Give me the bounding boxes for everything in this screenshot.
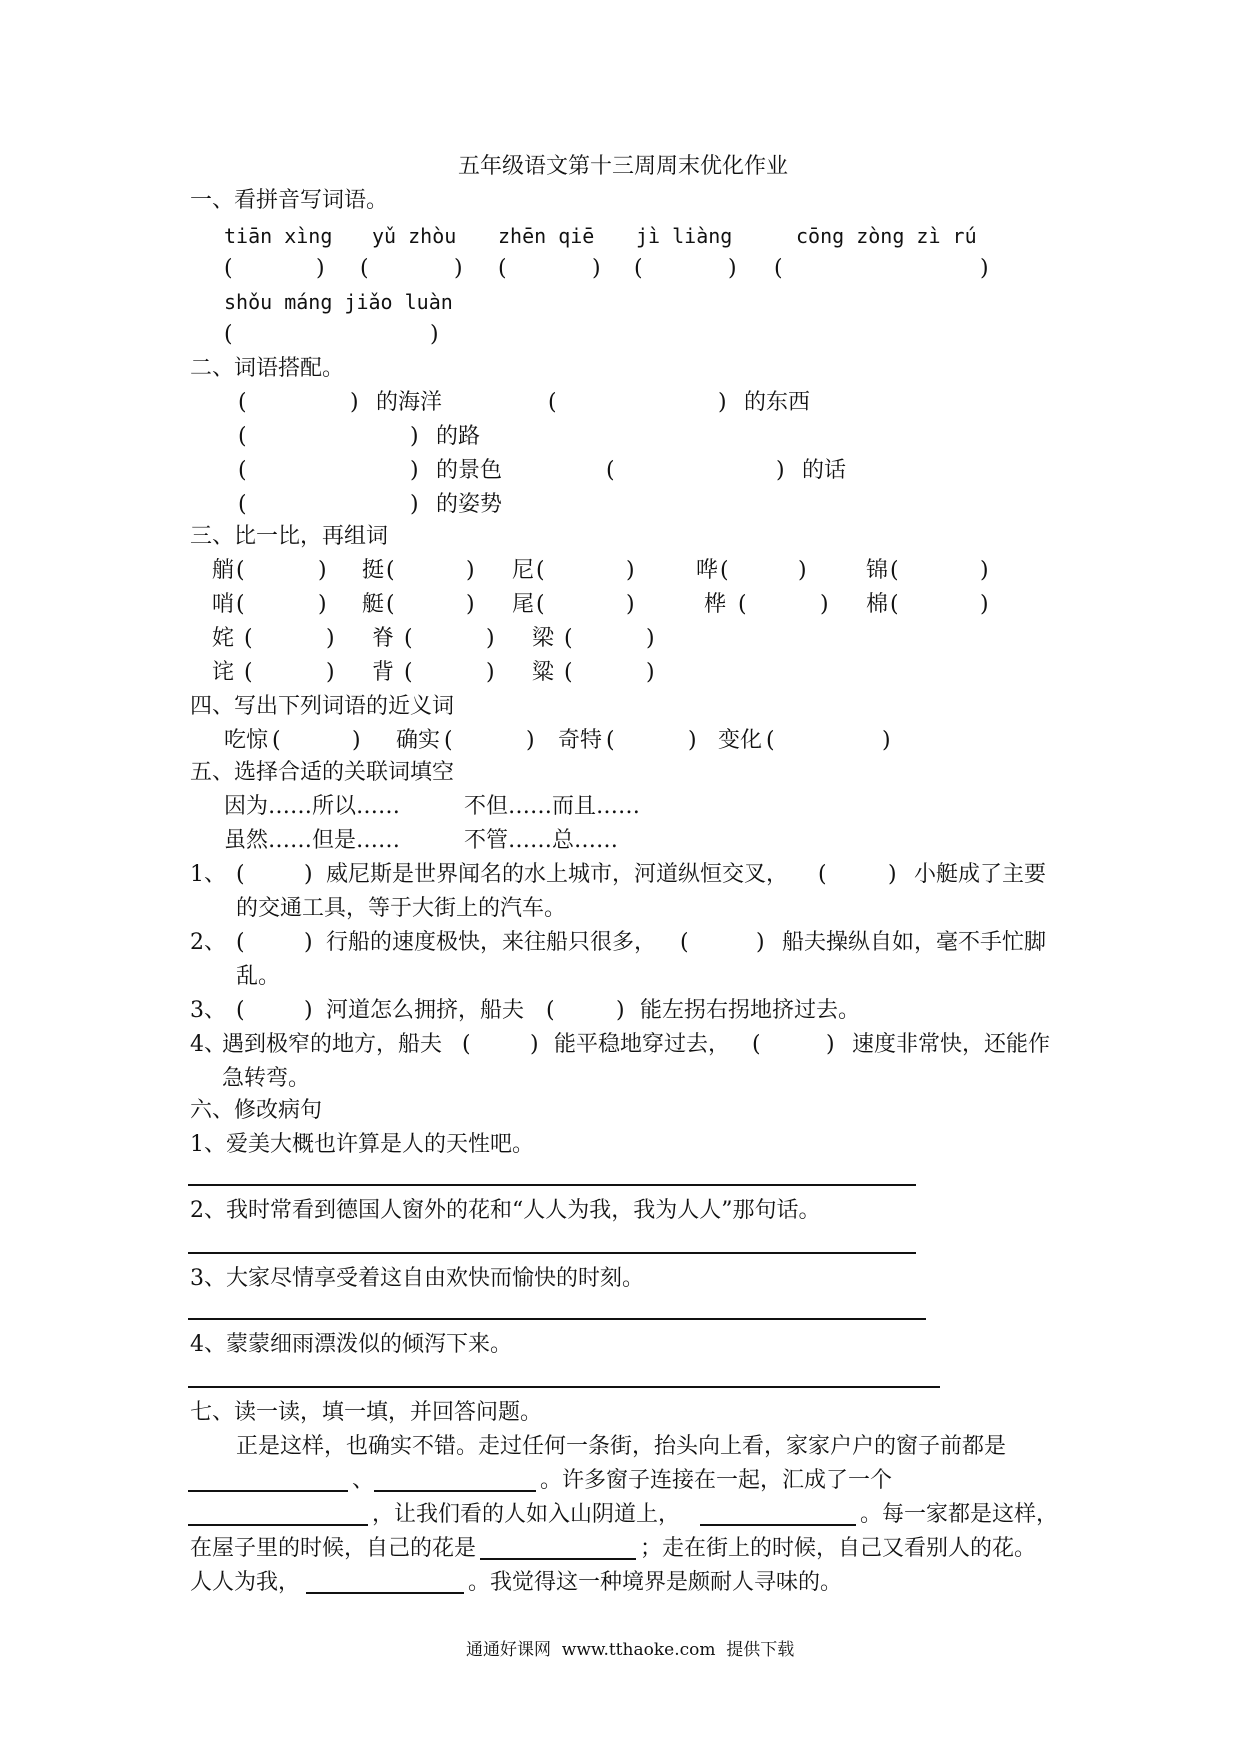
question-text: 乱。: [236, 964, 281, 989]
question-number: 1、: [190, 862, 226, 887]
paren-open: (: [244, 660, 253, 685]
pinyin-5: cōng zòng zì rú: [796, 224, 977, 248]
paren-close: ): [688, 728, 697, 753]
question-text: 速度非常快，还能作: [852, 1032, 1051, 1057]
section-7-heading: 七、读一读，填一填，并回答问题。: [190, 1400, 543, 1425]
paren-close: ): [718, 390, 727, 415]
match-item-2: 的东西: [744, 390, 811, 415]
paren-close: ): [626, 592, 635, 617]
pinyin-1: tiān xìng: [224, 224, 333, 248]
synonym-word: 奇特: [558, 728, 603, 753]
question-text: 遇到极窄的地方，船夫: [222, 1032, 443, 1057]
reading-text: 正是这样，也确实不错。走过任何一条街，抬头向上看，家家户户的窗子前都是: [236, 1434, 1007, 1459]
paren-open: (: [462, 1032, 471, 1057]
paren-open: (: [606, 458, 615, 483]
paren-open: (: [890, 592, 899, 617]
paren-open: (: [536, 558, 545, 583]
compare-char: 背: [372, 660, 395, 685]
section-2-heading: 二、词语搭配。: [190, 356, 345, 381]
paren-open: (: [752, 1032, 761, 1057]
paren-open: (: [536, 592, 545, 617]
paren-open: (: [224, 256, 233, 281]
answer-line: [188, 1184, 916, 1186]
conjunction-option: 因为……所以……: [224, 794, 401, 819]
paren-open: (: [238, 492, 247, 517]
reading-text: 、: [352, 1468, 375, 1493]
synonym-word: 变化: [718, 728, 763, 753]
paren-close: ): [318, 558, 327, 583]
paren-close: ): [454, 256, 463, 281]
compare-char: 桦: [704, 592, 727, 617]
paren-close: ): [350, 390, 359, 415]
match-item-3: 的路: [436, 424, 481, 449]
sentence-item: 2、我时常看到德国人窗外的花和“人人为我，我为人人”那句话。: [190, 1198, 821, 1223]
reading-text: ；走在街上的时候，自己又看别人的花。: [640, 1536, 1037, 1561]
paren-close: ): [882, 728, 891, 753]
section-1-heading: 一、看拼音写词语。: [190, 188, 389, 213]
paren-close: ): [616, 998, 625, 1023]
fill-blank: [188, 1524, 368, 1526]
paren-close: ): [776, 458, 785, 483]
question-text: 能左拐右拐地挤过去。: [640, 998, 861, 1023]
paren-close: ): [980, 256, 989, 281]
compare-char: 哗: [696, 558, 719, 583]
section-4-heading: 四、写出下列词语的近义词: [190, 694, 455, 719]
paren-open: (: [236, 592, 245, 617]
compare-char: 哨: [212, 592, 235, 617]
paren-open: (: [890, 558, 899, 583]
paren-open: (: [360, 256, 369, 281]
pinyin-3: zhēn qiē: [498, 224, 595, 248]
paren-open: (: [236, 558, 245, 583]
paren-close: ): [820, 592, 829, 617]
paren-open: (: [564, 660, 573, 685]
reading-text: 。许多窗子连接在一起，汇成了一个: [540, 1468, 893, 1493]
compare-char: 梁: [532, 626, 555, 651]
compare-char: 姹: [212, 626, 235, 651]
pinyin-4: jì liàng: [636, 224, 733, 248]
sentence-item: 4、蒙蒙细雨漂泼似的倾泻下来。: [190, 1332, 512, 1357]
paren-open: (: [386, 558, 395, 583]
paren-close: ): [888, 862, 897, 887]
paren-close: ): [798, 558, 807, 583]
fill-blank: [306, 1592, 464, 1594]
paren-close: ): [486, 626, 495, 651]
reading-text: 人人为我，: [190, 1570, 301, 1595]
question-text: 行船的速度极快，来往船只很多，: [326, 930, 657, 955]
paren-open: (: [272, 728, 281, 753]
paren-open: (: [236, 862, 245, 887]
conjunction-option: 虽然……但是……: [224, 828, 401, 853]
match-item-1: 的海洋: [376, 390, 443, 415]
paren-close: ): [410, 492, 419, 517]
paren-close: ): [646, 660, 655, 685]
paren-open: (: [546, 998, 555, 1023]
question-number: 4、: [190, 1032, 226, 1057]
synonym-word: 吃惊: [224, 728, 269, 753]
footer-credit: 通通好课网 www.tthaoke.com 提供下载: [466, 1640, 795, 1660]
fill-blank: [700, 1524, 856, 1526]
paren-open: (: [236, 930, 245, 955]
paren-open: (: [564, 626, 573, 651]
answer-line: [188, 1318, 926, 1320]
compare-char: 脊: [372, 626, 395, 651]
section-5-heading: 五、选择合适的关联词填空: [190, 760, 455, 785]
paren-open: (: [238, 390, 247, 415]
fill-blank: [374, 1490, 536, 1492]
paren-open: (: [404, 660, 413, 685]
paren-close: ): [466, 558, 475, 583]
reading-text: 在屋子里的时候，自己的花是: [190, 1536, 477, 1561]
paren-open: (: [238, 458, 247, 483]
fill-blank: [188, 1490, 348, 1492]
question-number: 3、: [190, 998, 226, 1023]
paren-open: (: [238, 424, 247, 449]
fill-blank: [480, 1558, 636, 1560]
paren-close: ): [592, 256, 601, 281]
reading-text: 。每一家都是这样，: [860, 1502, 1059, 1527]
question-number: 2、: [190, 930, 226, 955]
paren-close: ): [756, 930, 765, 955]
pinyin-2: yǔ zhòu: [372, 224, 457, 248]
paren-open: (: [404, 626, 413, 651]
match-item-4: 的景色: [436, 458, 503, 483]
paren-open: (: [498, 256, 507, 281]
paren-open: (: [818, 862, 827, 887]
sentence-item: 1、爱美大概也许算是人的天性吧。: [190, 1132, 534, 1157]
compare-char: 尼: [512, 558, 535, 583]
paren-close: ): [530, 1032, 539, 1057]
paren-open: (: [738, 592, 747, 617]
compare-char: 挺: [362, 558, 385, 583]
paren-open: (: [606, 728, 615, 753]
conjunction-option: 不管……总……: [464, 828, 619, 853]
paren-open: (: [236, 998, 245, 1023]
paren-close: ): [430, 322, 439, 347]
paren-close: ): [526, 728, 535, 753]
question-text: 河道怎么拥挤，船夫: [326, 998, 525, 1023]
sentence-item: 3、大家尽情享受着这自由欢快而愉快的时刻。: [190, 1266, 644, 1291]
answer-line: [188, 1386, 940, 1388]
compare-char: 艄: [212, 558, 235, 583]
question-text: 急转弯。: [222, 1066, 311, 1091]
paren-close: ): [326, 660, 335, 685]
paren-open: (: [720, 558, 729, 583]
synonym-word: 确实: [396, 728, 441, 753]
match-item-5: 的话: [802, 458, 847, 483]
paren-close: ): [728, 256, 737, 281]
question-text: 能平稳地穿过去，: [554, 1032, 731, 1057]
compare-char: 尾: [512, 592, 535, 617]
section-6-heading: 六、修改病句: [190, 1098, 323, 1123]
pinyin-6: shǒu máng jiǎo luàn: [224, 290, 453, 314]
paren-open: (: [224, 322, 233, 347]
compare-char: 粱: [532, 660, 555, 685]
paren-open: (: [766, 728, 775, 753]
paren-close: ): [304, 862, 313, 887]
paren-close: ): [316, 256, 325, 281]
paren-open: (: [444, 728, 453, 753]
page-title: 五年级语文第十三周周末优化作业: [458, 154, 789, 179]
paren-close: ): [980, 592, 989, 617]
match-item-6: 的姿势: [436, 492, 503, 517]
compare-char: 艇: [362, 592, 385, 617]
reading-text: 。我觉得这一种境界是颇耐人寻味的。: [468, 1570, 843, 1595]
paren-close: ): [326, 626, 335, 651]
question-text: 威尼斯是世界闻名的水上城市，河道纵恒交叉，: [326, 862, 789, 887]
compare-char: 诧: [212, 660, 235, 685]
conjunction-option: 不但……而且……: [464, 794, 641, 819]
question-text: 小艇成了主要: [914, 862, 1047, 887]
compare-char: 锦: [866, 558, 889, 583]
paren-close: ): [352, 728, 361, 753]
compare-char: 棉: [866, 592, 889, 617]
paren-open: (: [386, 592, 395, 617]
question-text: 船夫操纵自如，毫不手忙脚: [782, 930, 1047, 955]
paren-open: (: [634, 256, 643, 281]
reading-text: ，让我们看的人如入山阴道上，: [372, 1502, 681, 1527]
paren-close: ): [410, 424, 419, 449]
paren-open: (: [548, 390, 557, 415]
paren-close: ): [318, 592, 327, 617]
section-3-heading: 三、比一比，再组词: [190, 524, 389, 549]
paren-close: ): [304, 998, 313, 1023]
paren-close: ): [486, 660, 495, 685]
paren-close: ): [826, 1032, 835, 1057]
paren-open: (: [774, 256, 783, 281]
paren-close: ): [980, 558, 989, 583]
paren-open: (: [680, 930, 689, 955]
paren-close: ): [304, 930, 313, 955]
paren-close: ): [646, 626, 655, 651]
paren-close: ): [410, 458, 419, 483]
paren-open: (: [244, 626, 253, 651]
paren-close: ): [466, 592, 475, 617]
paren-close: ): [626, 558, 635, 583]
question-text: 的交通工具，等于大街上的汽车。: [236, 896, 567, 921]
answer-line: [188, 1252, 916, 1254]
